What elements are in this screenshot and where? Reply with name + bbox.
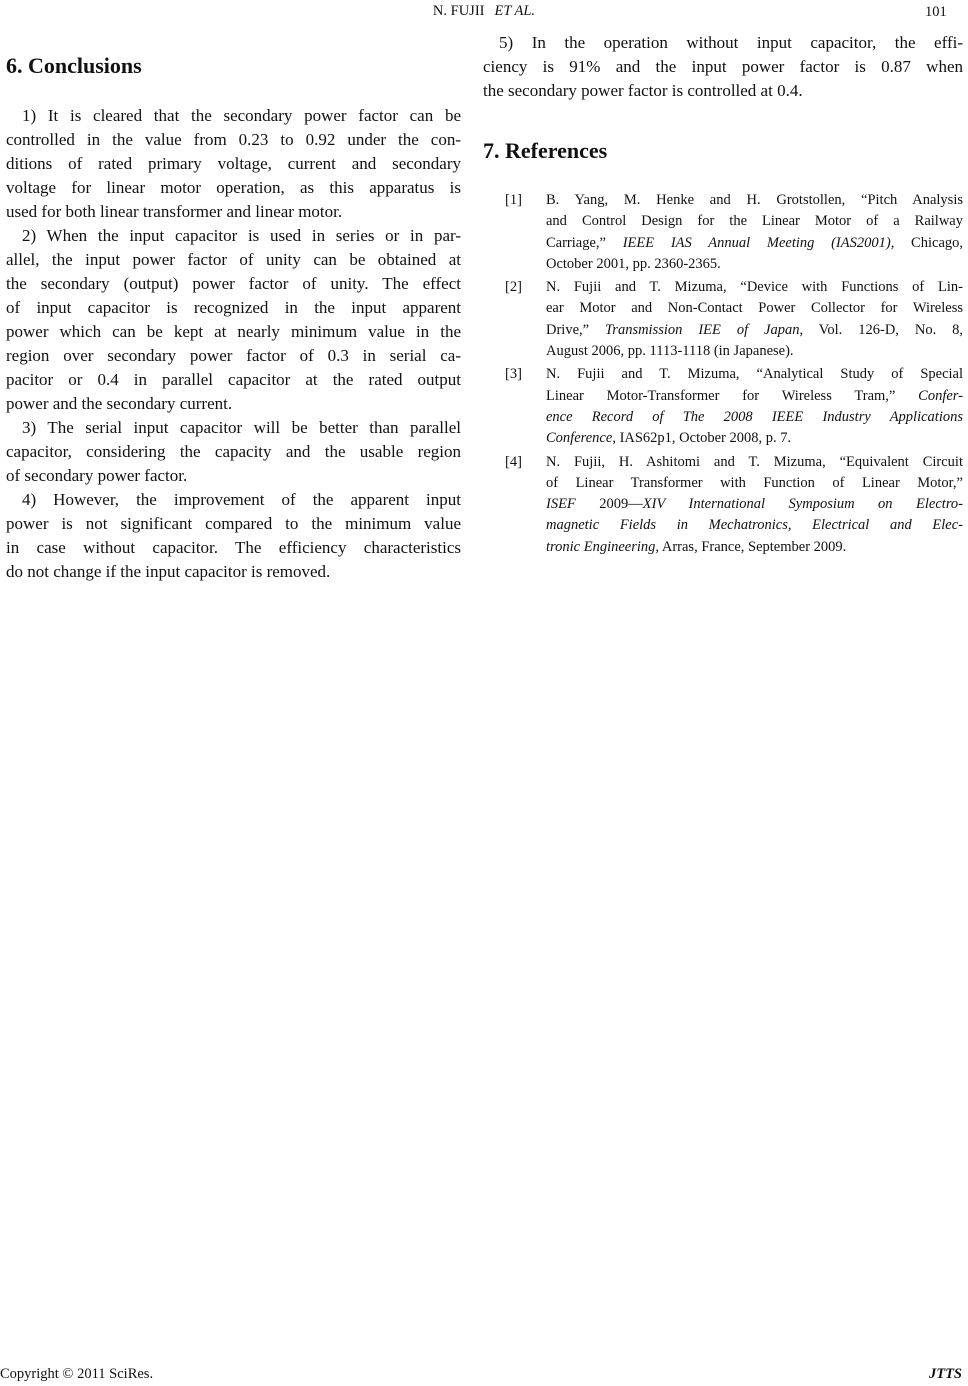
italic-segment: Confer- — [918, 387, 963, 404]
reference-number: [2] — [505, 279, 522, 296]
conclusions-body-continued — [483, 31, 963, 103]
text-segment: N. Fujii, H. Ashitomi and T. Mizuma, “Equivalent Circuit — [546, 453, 963, 470]
text-line: of secondary power factor. — [6, 466, 188, 485]
text-line: used for both linear transformer and linear motor. — [6, 202, 343, 221]
text-line — [546, 494, 963, 515]
reference-text — [546, 190, 963, 275]
text-line: pacitor or 0.4 in parallel capacitor at the rated output — [6, 370, 461, 389]
text-line: the secondary (output) power factor of unity. The effect — [6, 274, 461, 293]
text-line: 1) It is cleared that the secondary power factor can be — [22, 106, 461, 125]
text-segment: , Arras, France, September 2009. — [655, 538, 847, 555]
reference-text — [546, 277, 963, 362]
left-column — [6, 52, 461, 584]
italic-segment: ISEF — [546, 496, 576, 513]
italic-segment: magnetic Fields in Mechatronics, Electrical and Elec- — [546, 517, 963, 534]
right-column — [483, 31, 963, 560]
page-number: 101 — [925, 4, 947, 20]
text-segment: and Control Design for the Linear Motor of a Railway — [546, 213, 963, 230]
journal-name: JTTS — [928, 1366, 962, 1382]
reference-list — [483, 190, 963, 558]
text-line: 4) However, the improvement of the apparent input — [22, 490, 461, 509]
text-line: do not change if the input capacitor is removed. — [6, 562, 331, 581]
reference-text — [546, 452, 963, 558]
copyright: Copyright © 2011 SciRes. — [0, 1366, 154, 1382]
reference-number: [4] — [505, 453, 522, 470]
text-line — [546, 277, 963, 298]
header-authors: N. FUJII — [432, 3, 485, 19]
text-segment: , IAS62p1, October 2008, p. 7. — [612, 430, 792, 447]
text-segment: ear Motor and Non-Contact Power Collector for Wireless — [546, 300, 963, 317]
text-line: ditions of rated primary voltage, current and secondary — [6, 154, 461, 173]
text-line: voltage for linear motor operation, as this apparatus is — [6, 178, 461, 197]
text-line: 5) In the operation without input capacitor, the effi- — [499, 33, 963, 52]
text-segment: B. Yang, M. Henke and H. Grotstollen, “Pitch Analysis — [546, 192, 963, 208]
text-line — [546, 254, 963, 275]
conclusions-body — [6, 104, 461, 584]
text-line — [546, 211, 963, 232]
italic-segment: ence Record of The 2008 IEEE Industry Applications — [546, 408, 963, 425]
text-line — [546, 320, 963, 341]
text-segment: N. Fujii and T. Mizuma, “Device with Functions of Lin- — [546, 279, 963, 296]
paragraph — [6, 104, 461, 224]
text-line — [546, 537, 963, 558]
text-line: ciency is 91% and the input power factor is 0.87 when — [483, 57, 963, 76]
text-line: power is not significant compared to the minimum value — [6, 514, 461, 533]
text-segment: October 2001, pp. 2360-2365. — [546, 255, 721, 272]
text-segment: of Linear Transformer with Function of Linear Motor,” — [546, 474, 963, 491]
text-line: capacitor, considering the capacity and the usable region — [6, 442, 461, 461]
text-line — [546, 190, 963, 211]
text-line: controlled in the value from 0.23 to 0.92 under the con- — [6, 130, 461, 149]
paragraph — [6, 224, 461, 416]
reference-item — [483, 364, 963, 449]
reference-item — [483, 190, 963, 275]
text-segment: N. Fujii and T. Mizuma, “Analytical Study of Special — [546, 366, 963, 383]
page-footer — [0, 1366, 962, 1383]
italic-segment: Transmission IEE of Japan — [605, 321, 800, 338]
reference-number: [1] — [505, 192, 522, 208]
text-line: the secondary power factor is controlled at 0.4. — [483, 81, 803, 100]
text-line — [546, 386, 963, 407]
header-etal: ET AL. — [494, 3, 536, 19]
italic-segment: tronic Engineering — [546, 538, 656, 555]
conclusions-heading: 6. Conclusions — [6, 53, 142, 78]
text-line: 2) When the input capacitor is used in series or in par- — [22, 226, 461, 245]
text-line — [546, 298, 963, 319]
text-line — [546, 515, 963, 536]
text-line: of input capacitor is recognized in the input apparent — [6, 298, 461, 317]
text-line: in case without capacitor. The efficiency characteristics — [6, 538, 461, 557]
text-line — [546, 233, 963, 254]
text-line — [546, 407, 963, 428]
text-line — [546, 428, 963, 449]
text-segment: Drive,” — [546, 321, 606, 338]
text-segment: , Chicago, — [890, 234, 964, 251]
italic-segment: XIV International Symposium on Electro- — [642, 496, 964, 513]
paragraph — [6, 416, 461, 488]
reference-item — [483, 277, 963, 362]
text-segment: August 2006, pp. 1113-1118 (in Japanese). — [546, 343, 794, 360]
reference-item — [483, 452, 963, 558]
text-line: power and the secondary current. — [6, 394, 233, 413]
italic-segment: Conference — [546, 430, 613, 447]
running-header — [0, 3, 968, 20]
text-segment: 2009— — [575, 496, 643, 513]
reference-number: [3] — [505, 366, 522, 383]
reference-text — [546, 364, 963, 449]
text-line — [546, 452, 963, 473]
paragraph — [6, 488, 461, 584]
text-segment: Carriage,” — [546, 234, 623, 251]
text-line: power which can be kept at nearly minimum value in the — [6, 322, 461, 341]
paragraph — [483, 31, 963, 103]
text-segment: , Vol. 126-D, No. 8, — [799, 321, 964, 338]
text-line: region over secondary power factor of 0.3 in serial ca- — [6, 346, 461, 365]
text-line: 3) The serial input capacitor will be better than parallel — [22, 418, 461, 437]
text-line: allel, the input power factor of unity can be obtained at — [6, 250, 461, 269]
text-line — [546, 341, 963, 362]
references-heading: 7. References — [483, 138, 608, 163]
text-line — [546, 364, 963, 385]
italic-segment: IEEE IAS Annual Meeting (IAS2001) — [622, 234, 891, 251]
text-line — [546, 473, 963, 494]
text-segment: Linear Motor-Transformer for Wireless Tram,” — [546, 387, 919, 404]
